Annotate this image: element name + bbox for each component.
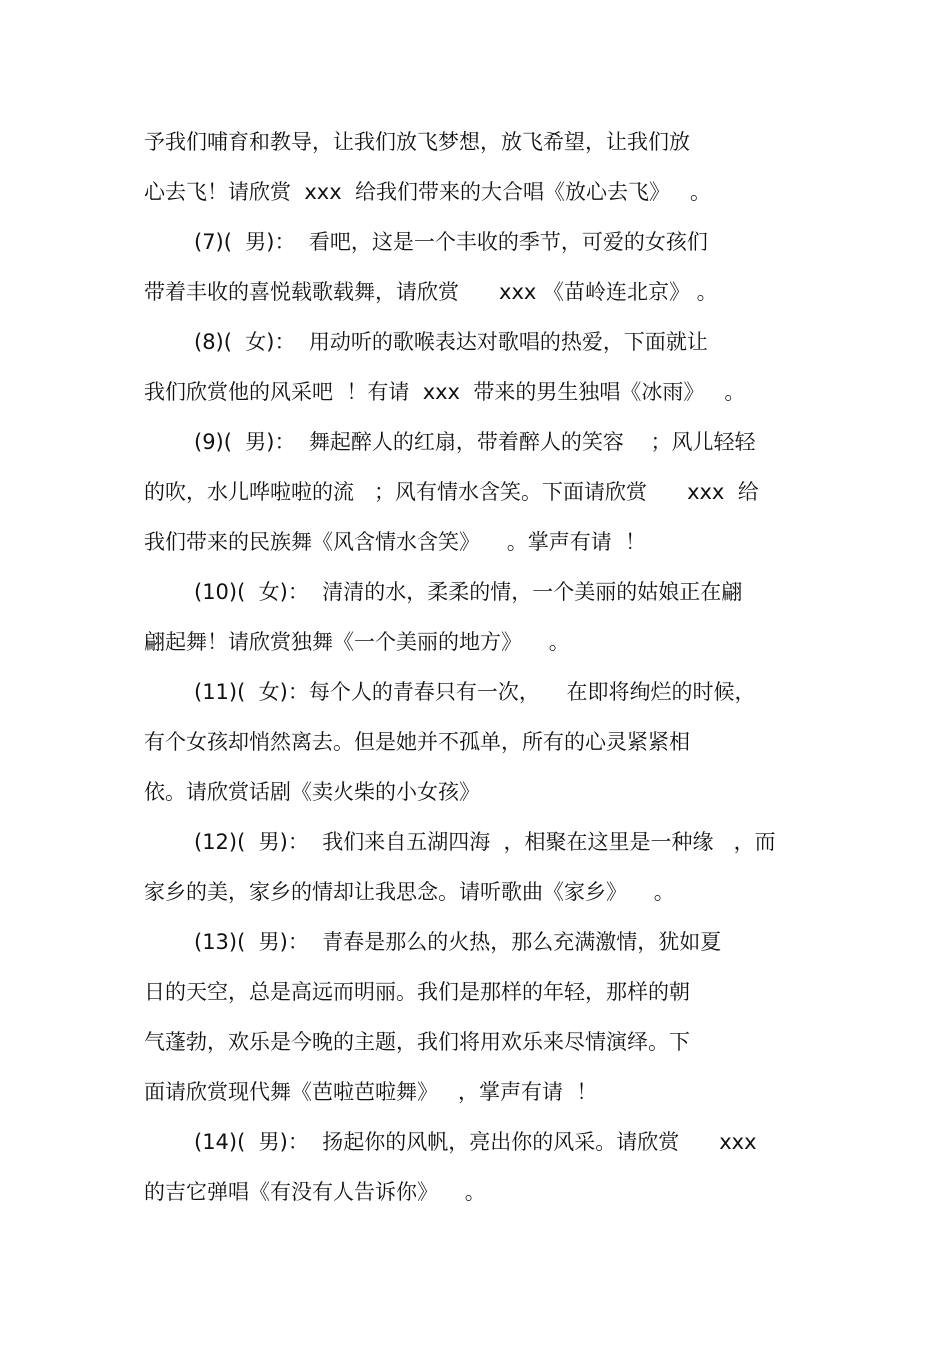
text-line: 我们欣赏他的风采吧 ！有请 xxx 带来的男生独唱《冰雨》 。 xyxy=(144,380,746,404)
text-line: 予我们哺育和教导，让我们放飞梦想，放飞希望，让我们放 xyxy=(144,130,690,154)
text-line: 翩起舞！请欣赏独舞《一个美丽的地方》 。 xyxy=(144,630,570,654)
paragraph-start-line: (10)( 女)： 清清的水，柔柔的情，一个美丽的姑娘正在翩 xyxy=(194,580,743,604)
text-line: 家乡的美，家乡的情却让我思念。请听歌曲《家乡》 。 xyxy=(144,880,675,904)
text-line: 依。请欣赏话剧《卖火柴的小女孩》 xyxy=(144,780,480,804)
text-line: 有个女孩却悄然离去。但是她并不孤单，所有的心灵紧紧相 xyxy=(144,730,690,754)
paragraph-start-line: (14)( 男)： 扬起你的风帆，亮出你的风采。请欣赏 xxx xyxy=(194,1130,757,1154)
paragraph-start-line: (11)( 女)：每个人的青春只有一次， 在即将绚烂的时候， xyxy=(194,680,756,704)
text-line: 气蓬勃，欢乐是今晚的主题，我们将用欢乐来尽情演绎。下 xyxy=(144,1030,690,1054)
text-line: 我们带来的民族舞《风含情水含笑》 。掌声有请 ！ xyxy=(144,530,647,554)
paragraph-start-line: (8)( 女)： 用动听的歌喉表达对歌唱的热爱，下面就让 xyxy=(194,330,708,354)
paragraph-start-line: (12)( 男)： 我们来自五湖四海 ，相聚在这里是一种缘 ，而 xyxy=(194,830,776,854)
text-line: 带着丰收的喜悦载歌载舞，请欣赏 xxx 《苗岭连北京》 。 xyxy=(144,280,718,304)
paragraph-start-line: (7)( 男)： 看吧，这是一个丰收的季节，可爱的女孩们 xyxy=(194,230,708,254)
text-line: 心去飞！请欣赏 xxx 给我们带来的大合唱《放心去飞》 。 xyxy=(144,180,712,204)
paragraph-start-line: (9)( 男)： 舞起醉人的红扇，带着醉人的笑容 ；风儿轻轻 xyxy=(194,430,756,454)
text-line: 面请欣赏现代舞《芭啦芭啦舞》 ，掌声有请 ！ xyxy=(144,1080,598,1104)
paragraph-start-line: (13)( 男)： 青春是那么的火热，那么充满激情，犹如夏 xyxy=(194,930,722,954)
text-line: 的吉它弹唱《有没有人告诉你》 。 xyxy=(144,1180,486,1204)
text-line: 日的天空，总是高远而明丽。我们是那样的年轻，那样的朝 xyxy=(144,980,690,1004)
text-line: 的吹，水儿哗啦啦的流 ；风有情水含笑。下面请欣赏 xxx 给 xyxy=(144,480,759,504)
